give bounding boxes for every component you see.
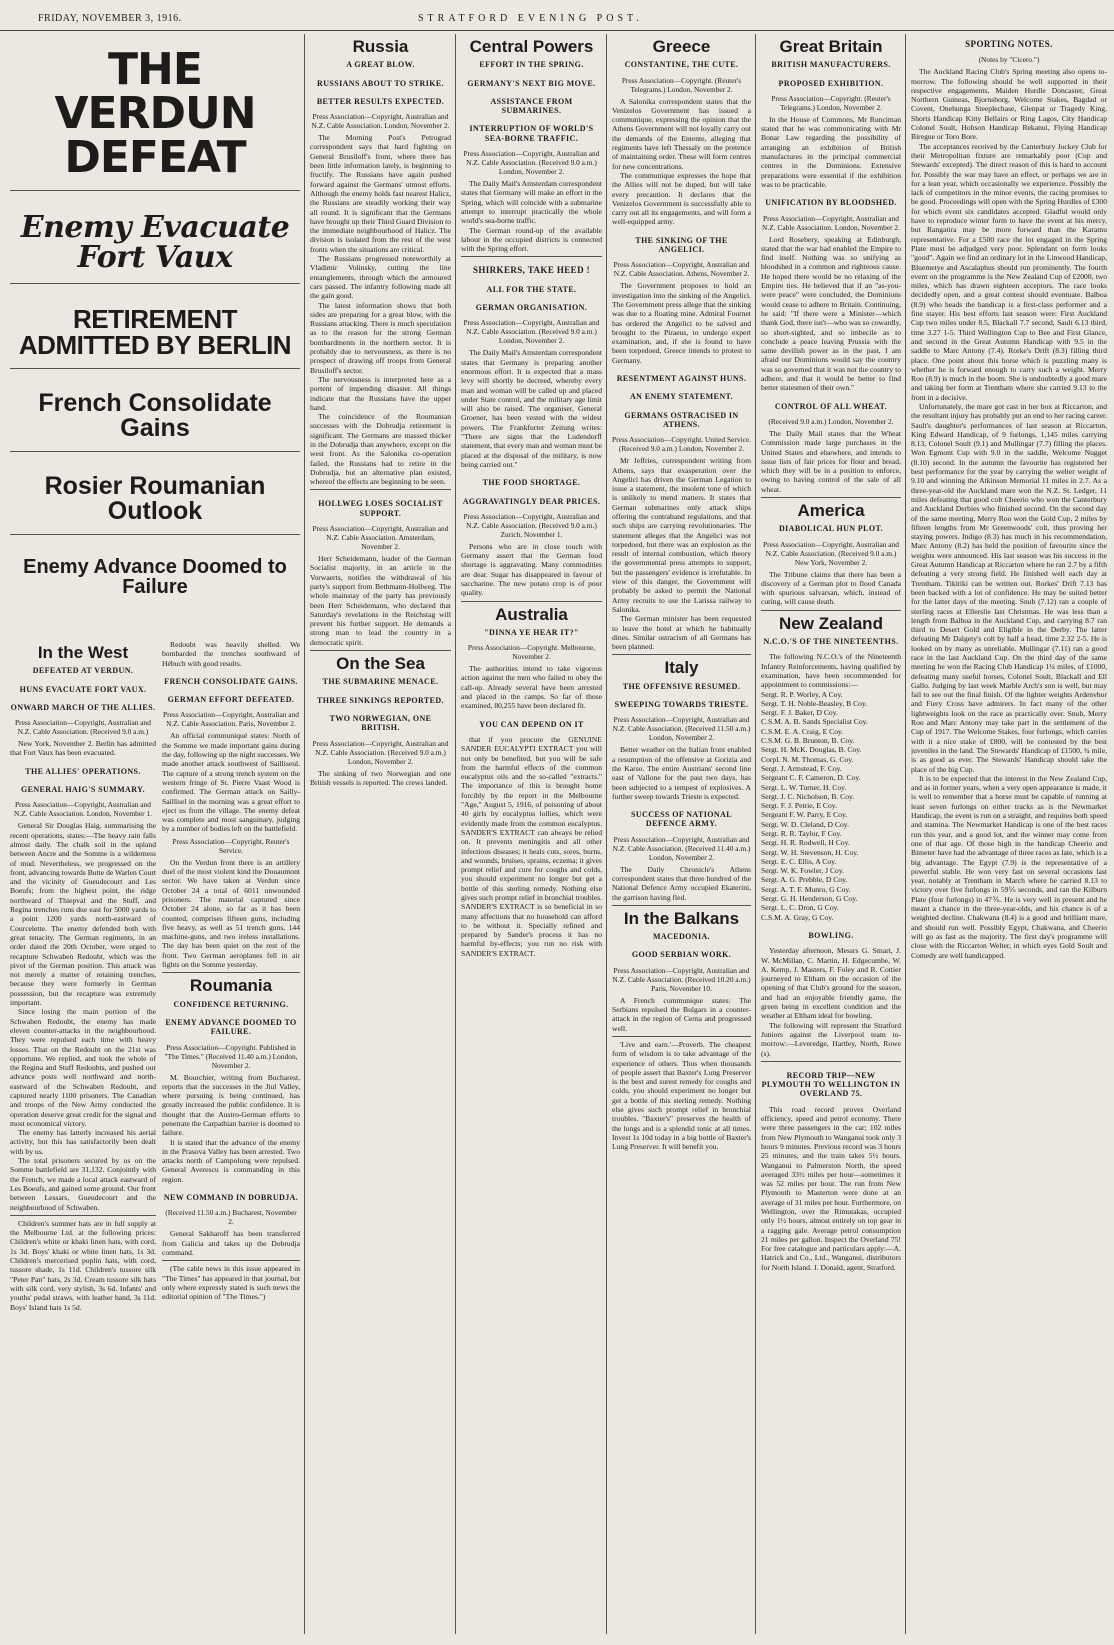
section-title: SPORTING NOTES. [965,39,1053,49]
subheading: ENEMY ADVANCE DOOMED TO FAILURE. [165,1017,297,1037]
advert: This road record proves Overland efficiency, speed and petrol economy. There were three passengers in the car; 102 miles from New Plymouth to Wanganui took only 3 hours 9 minutes. Previous record was 3 hours 25 minutes, and the train takes 5½ hours. Wanganui to Palmerston North, the speed averaged 33½ miles per hour—sometimes it was 52 miles per hour. The run from New Plymouth to Masterton were done at an average of 31 miles per hour. Furthermore, on Wellington, over the Rimutakas, occupied only 1½ hours, almost entirely on top gear in a ragging gale. Average petrol consumption 21 miles per gallon. Inspect the Overland 75! For free catalogue and particulars apply:—A. Hatrick and Co., Ltd., Wanganui, distributors for North Island. J. Donald, agent, Stratford. [761,1104,901,1272]
paragraph: The authorities intend to take vigorous action against the men who failed to obey the call-up. Already several have been arrested and placed in the camps. So far of those examined, 80,255 have been declared fit. [461,664,602,711]
credit: Press Association—Copyright. (Reuter's Telegrams.) London, November 2. [771,93,891,112]
nco-entry: Sergeant C. F. Cameron, D. Coy. [761,773,861,783]
nco-entry: Sergt. R. P. Worley, A Coy. [761,689,843,699]
credit: Press Association—Copyright, Australian and N.Z. Cable Association. (Received 9.0 a.m.) Zurich, November 1. [463,511,600,539]
column-west [10,640,156,1640]
paragraph: On the Verdun front there is an artillery duel of the most violent kind the Douaumont sector. We have taken at Verdun since October 24 a total of 6011 unwounded prisoners. The material captured since October 24 alone, so far as it has been counted, comprises fifteen guns, including five heavy, as well as 51 trench guns, 144 machine-guns, and two ireless installations. The day has been quiet on the rest of the front. Two German aeroplanes fell in air fights on the Somme yesterday. [162,857,300,970]
section-title: Roumania [189,976,273,996]
subheading: TWO NORWEGIAN, ONE BRITISH. [329,713,432,733]
paragraph: The following N.C.O.'s of the Nineteenth Infantry Reinforcements, having qualified by examination, have been recommended for appointment to commissions:— [761,652,901,690]
byline: (Notes by "Cicero.") [978,55,1040,65]
subheading: SHIRKERS, TAKE HEED ! [472,265,591,276]
paragraph: Mr Jeffries, correspondent writing from Athens, says that exasperation over the Angelici has driven the German Legation to issue a statement, the insolent tone of which is unlikely to mend matters. It states that German submarines only attack ships offering the contraband regulations, and that such ships are carrying revolutionaries. The statement alleges that the Angelici was not torpedoed, but there was an explosion as the result of internal combustion, which theory the governmental press attempts to support, but the passengers' evidence is irrefutable. In view of this danger, the Government will probably be asked to permit the National Army recruits to use the Larissa railway to Salonika. [612,456,751,614]
column-greece [612,34,751,1634]
nco-entry: Sergt. E. C. Ellis, A Coy. [761,856,837,866]
masthead [0,0,1114,31]
credit: Press Association—Copyright, Australian and N.Z. Cable Association. London, November 2. [762,213,900,232]
paragraph: Persons who are in close touch with Germany assert that the German food shortage is aggravating. Many commodities are dear. Sugar has disappeared in favour of saccharine. The new potato crop is of poor quality. [461,541,602,598]
subheading: CONTROL OF ALL WHEAT. [774,401,888,411]
nco-entry: C.S.M. E. A. Craig, E Coy. [761,726,844,736]
subheading: GERMANS OSTRACISED IN ATHENS. [624,410,739,429]
credit: Press Association—Copyright, Australian and N.Z. Cable Association. (Received 10.20 a.m.) Paris, November 10. [612,965,751,993]
subheading: N.C.O.'S OF THE NINETEENTHS. [763,637,899,647]
subheading: THE SUBMARINE MENACE. [322,677,439,687]
subheading: ASSISTANCE FROM SUBMARINES. [490,96,573,116]
credit: Press Association—Copyright, Australian and N.Z. Cable Association. (Received 11.50 a.m.) London, November 2. [612,715,751,743]
paragraph: Since losing the main portion of the Schwaben Redoubt, the enemy has made eleven counter-attacks in the neighbourhood. They were repulsed each time with heavy losses. That on the Redoubt on the 21st was opportune. We replied, and took the whole of the Regina and Stuff Redoubts, and pushed our advance posts well northward and north-eastward of the Schwaben Redoubt, and captured nearly 1100 prisoners. The Canadian and troops of the New Army conducted the operation deserve great credit for the signal and most economical victory. [10,1007,156,1128]
paragraph: The sinking of two Norwegian and one British vessels is reported. The crews landed. [310,768,451,787]
subheading: UNIFICATION BY BLOODSHED. [765,198,897,208]
paragraph: The Government proposes to hold an investigation into the sinking of the Angelici. The Government press allege that the sinking was due to a floating mine. Admiral Fournet has ordered the Angelici to be salved and brought to the Piraeus, to undergo expert examination, and, if she is found to have been torpedoed, Greece intends to protest to Germany. [612,281,751,365]
section-title: Italy [664,658,699,678]
column-rule [455,34,456,1634]
headline: French Consolidate Gains [38,389,272,442]
nco-entry: Sergt. L. W. Turner, H. Coy. [761,782,847,792]
subheading: "DINNA YE HEAR IT?" [484,627,579,637]
subheading: BRITISH MANUFACTURERS. [771,60,891,70]
subheading: GOOD SERBIAN WORK. [631,950,732,960]
nco-entry: Sergt. A. T. F. Munro, G Coy. [761,884,851,894]
credit: Press Association—Copyright, Australian and N.Z. Cable Association. (Received 9.0 a.m.) London, November 2. [463,318,600,346]
subheading: BETTER RESULTS EXPECTED. [316,96,445,106]
credit: Press Association—Copyright, Australian and N.Z. Cable Association. London, November 1. [14,800,152,819]
credit: Press Association—Copyright, Australian and N.Z. Cable Association. (Received 9.0 a.m.) [15,718,151,737]
subheading: MACEDONIA. [652,932,711,942]
paragraph: Unfortunately, the mare got cast in her box at Riccarton, and the resultant injury has probably put an end to her racing career. Sault's daughter's performances of last season at Riccarton, King Edward Handicap, of 9 furlongs, 1,145 miles carrying 8.13, Colonel Soult (9.1) and Mullingar (7.7) filling the places. Won Egmont Cup with 9.0 in the saddle, Welcome Nugget (8.10) second. In the autumn the favourite has registered her best performance for the year by carrying the welter weight of 9.10 and winning the Atkinson Memorial 11 miles in 2.7. As a three-year-old the Auckland mare won the N.Z. St. Ledger, 11 miles defeating that good colt Cheerio who won the Canterbury and Auckland Derbies who finished second. On the second day of the same meeting, Merry Roo won the Gold Cup, 2 miles by fifteen lengths from Mr Greenwoods' colt, thus proving her staying powers. Indigo (8.3) has much in his recommendation, Marc Antony (8.2) has held the position of favourite since the weights were announced. His last season was his success in the Great Autumn Handicap at Riccarton where he ran 2.7 by a fifth defeating a very strong field. He finished well each day at Trentham. Tikitiki can be written out. Rorkes' Drift 7.13 has been backed with a lot of confidence. He may be suited better for the latter days of the meeting. Snub (7.12) ran a couple of sterling races at Ellerslie last Christmas. He was less than a length from Balboa in the Auckland Cup, and carrying 8.7 ran third to Desert Gold and Eligible in the Derby. The latter defeating Mr Dalgety's colt by half a head, time 2.32 2-5. He is looked on by many as unreliable. Mullingar (7.11) ran a good race in the last Auckland Cup. On the third day of the same meeting he won the Racing Club Handicap 1¼ miles, of £1000, defeating many useful horses, Colonel Soult, Blackall and Ell Gallo. Judging by last week Marble Arch's son is well, but may fail to see out the final finish. Of the lighter weights Ardenvhor and Fiery Cross have admirers. In fact many of the other lightweights look on the race as practically over. Snub, Merry Roo and Marc Antony may take part in the settlement of the Cup of 1917. The Welcome Stakes, four furlongs, which carries with it a nice stake of £800, will be contested by the best juveniles in the land. The Stewards' Handicap of £1500, ¾ mile, is as good as ever. The Stewards' Handicap should take the place of the big Cup. [911,401,1107,774]
subheading: GERMAN ORGANISATION. [475,303,588,313]
paragraph: The Daily Mail's Amsterdam correspondent states that Germany is preparing another enormous effort. It is expected that a mass levy will shortly be decreed, whereby every man and woman will be called up and placed under State control, and the military age limit will also be raised. The organiser, General Groener, has been vested with the widest powers. The Frankfurter Zeitung writes: "There are signs that the Ludendorff statement, that every man and woman must be placed at the disposal of the military, is now being carried out." [461,348,602,469]
issue-date: FRIDAY, NOVEMBER 3, 1916. [38,13,182,24]
subheading: AGGRAVATINGLY DEAR PRICES. [462,496,601,506]
nco-entry: Sergt. G. H. Henderson, G Coy. [761,894,858,904]
paragraph: The total prisoners secured by us on the Somme battlefield are 31,132. Conjointly with the French, we made a local attack eastward of Les Boeufs, and gained some ground. Our front between Lessars, Gueudecourt and the neighbourhood of Schwaben. [10,1156,156,1212]
subheading: ONWARD MARCH OF THE ALLIES. [10,702,156,712]
subheading: AN ENEMY STATEMENT. [629,392,734,402]
paragraph: It is to be expected that the interest in the New Zealand Cup, and as in former years, when a very open appearance is made, it is well to remember that a horse must be capable of running at least seven furlongs on either tracks as is the Newmarket Handicap, the event is run on a straight, and requires both speed and stamina. The Newmarket Handicap is one of the best races run this year, and a good lot, and the winner may come from one of that age. Of those high in the handicap Cheerio and Bimeter have had the advantage of three races as late, which is a big advantage. The Egypt (7.9) is the representative of a powerful stable. He won very fast on several occasions last year, notably at Trentham in March where he carried 8.13 to victory over five furlongs in 59⅕ seconds, and ran the Kilburn Plate (four furlongs) in 47⅗. He is very well in present and he meant a chance in the three-year-olds, and his chance is of a weighted decline. Chakwana (8.4) is a good and brilliant mare, and should run well. Possibly Egypt, Chakwana, and Cheerio will go as fast as the majority. The first day's programme will close with the Riccarton Welter, in which eyes Gold Soult and Comedy are well handicapped. [911,773,1107,960]
subheading: RUSSIANS ABOUT TO STRIKE. [317,78,444,88]
paragraph: General Sakharoff has been transferred from Galicia and takes up the Dobrudja command. [162,1229,300,1257]
credit: Press Association—Copyright. Melbourne, November 2. [467,643,596,662]
paragraph: The German round-up of the available labour in the occupied districts is connected with the Spring effort. [461,225,602,254]
subheading: DEFEATED AT VERDUN. [32,666,134,676]
paragraph: Herr Scheidemann, leader of the German Socialist majority, in an article in the Vorwaerts, notifies the withdrawal of his party's support from Bethmann-Hollweg. The whole mainstay of the party has previously been Herr Scheidemann, who declared that Saturday's revelations in the Reichstag will prevent his further support. He demands a strong man to lead the country in a democratic spirit. [310,554,451,647]
paragraph: A Salonika correspondent states that the Venizelos Government has issued a communique, expressing the opinion that the Athens Government will not loyally carry out the demands of the Entente, alleging that regiments have left Thessaly on the pretence of maintaining order. These will form centres for new concentrations. [612,96,751,171]
paragraph: Yesterday afternoon, Messrs G. Smart, J. W. McMillan, C. Martin, H. Edgecumbe, W. A. Kemp, J. Masters, F. Foley and R. Cottier journeyed to Eltham on the occasion of the opening of that Club's ground for the season, and had an enjoyable friendly game, the green being in excellent condition and the weather at Eltham ideal for bowling. [761,946,901,1021]
subheading: SUCCESS OF NATIONAL DEFENCE ARMY. [631,810,732,829]
paragraph: Redoubt was heavily shelled. We bombarded the trenches southward of Hébuch with good results. [162,640,300,668]
paragraph: An official communiqué states: North of the Somme we made important gains during the day, following up the night successes. We made another attack southwest of Sailliseul. The capture of a strong trench system on the western fringe of St. Pierre Vaast Wood is confirmed. The German attack on Sailly-Saillisel in the morning was a great effort to eject us from the village. The enemy defeat was complete and most sanguinary, judging by a number of bodies left on the battlefield. [162,731,300,834]
nco-entry: Sergeant F. W. Parry, E Coy. [761,810,848,820]
headline-block [10,34,300,596]
paragraph: A French communique states: The Serbians repulsed the Bulgars in a counter-attack in the region of Cerna and progressed well. [612,995,751,1033]
subheading: CONSTANTINE, THE CUTE. [624,60,739,70]
section-title: New Zealand [779,613,883,633]
paragraph: The nervousness is interpreted here as a portent of impending disaster. All things indicate that the Russians have the upper hand. [310,374,451,412]
paragraph: The Daily Chronicle's Athens correspondent states that three hundred of the National Defence Army occupied Ekaterini, the garrison having fled. [612,864,751,902]
subheading: NEW COMMAND IN DOBRUDJA. [163,1193,299,1203]
paragraph: It is stated that the advance of the enemy in the Prasova Valley has been arrested. Two attacks north of Campolung were repulsed. General Averescu is commanding in this region. [162,1137,300,1184]
column-rule [755,34,756,1634]
paragraph: New York, November 2. Berlin has admitted that Fort Vaux has been evacuated. [10,739,156,758]
nco-list [761,690,901,922]
column-russia [310,34,451,1634]
nco-entry: Sergt. H. R. Rodwell, H Coy. [761,838,850,848]
paragraph: The communique expresses the hope that the Allies will not be duped, but will take every precaution. It declares that the Venizelos Government is successfully able to carry out all its engagements, and will form a well-equipped army. [612,170,751,227]
subheading: CONFIDENCE RETURNING. [173,999,289,1009]
paragraph: Better weather on the Italian front enabled a resumption of the offensive at Gorizia and the Karso. The entire Austrians' second line east of Vallone for the past two days, has been subjected to a tempest of explosives. A further sweep towards Trieste is expected. [612,745,751,801]
credit: Press Association—Copyright, Australian and N.Z. Cable Association. London, November 2. [311,112,450,131]
credit: Press Association—Copyright, Australian and N.Z. Cable Association. Athens, November 2. [613,260,750,279]
column-rule [905,34,906,1634]
nco-entry: C.S.M. A. B. Sands Specialist Coy. [761,717,868,727]
credit: Press Association—Copyright. United Service. (Received 9.0 a.m.) London, November 2. [612,435,751,454]
credit: Press Association—Copyright, Australian and N.Z. Cable Association. (Received 9.0 a.m.) London, November 2. [463,149,600,177]
subheading: THE SINKING OF THE ANGELICI. [635,235,728,255]
column-sporting [911,34,1107,1634]
paragraph: M. Bourchier, writing from Bucharest, reports that the successes in the Jiul Valley, where pursuing is being continued, has greatly increased the public confidence. It is thought that the Austro-German efforts to penetrate the Carpathian barrier is doomed to failure. [162,1072,300,1138]
nco-entry: Sergt. T. H. Noble-Beasley, B Coy. [761,698,868,708]
advert: Children's summer hats are in full supply at the Melbourne Ltd. at the following prices: Children's white or khaki linen hats, with cord, 1s 3d. Boys' khaki or white linen hats, 1s 3d. Children's mercerised poplin hats, with cord, tussore shade, 1s 11d. Children's tussore silk "Peter Pan" hats, 2s 3d. Cream tussore silk hats with silk cord, very stylish, 3s 6d. Infants' and youths' pedal straws, with leather band, 3s 11d. Boys' Island hats 1s 5d. [10,1218,156,1312]
subheading: DIABOLICAL HUN PLOT. [778,524,884,534]
section-title: In the West [37,643,129,662]
paragraph: In the House of Commons, Mr Runciman stated that he was communicating with Mr Bonar Law regarding the possibility of arranging an exhibition of British manufactures in the principal commercial centres in the Dominions. Extensive preparations were essential if the exhibition was to be practicable. [761,114,901,189]
section-title: America [797,500,865,520]
paragraph: General Sir Douglas Haig, summarising the recent operations, states:—The heavy rain falls almost daily. The chalk soil in the upland between Ancre and the Somme is a wilderness of mud. Nevertheless, we progressed on the front, advancing towards Butte de Warlen Court and the vicinity of Gueudecourt and Les Boeufs; from the highest point, the ridge northward of Thiepval and the Stuff, and Regina trenches runs due east for 5000 yards to a point 1200 yards north-eastward of Courcelette. The enemy defended both with great tenacity. The German regiments, in an order dated the 20th October, were urged to recapture Schwaben Redoubt, which was the pivot of the German position. This attack was not merely a matter of retaining trenches, because they were formerly in German possession, but the recapture was extremely important. [10,821,156,1008]
nco-entry: C.S.M. G. B. Brunton, B. Coy. [761,736,855,746]
subheading: GERMANY'S NEXT BIG MOVE. [467,78,596,88]
headline: Enemy Advance Doomed to Failure [23,556,287,596]
nco-entry: Sergt. H. McK. Douglas, B. Coy. [761,745,862,755]
subheading: PROPOSED EXHIBITION. [778,78,884,88]
nco-entry: Sergt. W. K. Fowler, J Coy. [761,866,845,876]
subheading: RECORD TRIP—NEW PLYMOUTH TO WELLINGTON IN OVERLAND 75. [761,1070,901,1099]
section-title: Central Powers [469,37,594,56]
section-title: In the Balkans [623,908,740,928]
main-headline: THE VERDUN DEFEAT [54,44,256,183]
nco-entry: Sergt. F. J. Petrie, E Coy. [761,801,837,811]
nco-entry: Sergt. W. D. Cleland, D Coy. [761,819,849,829]
advert: 'Live and earn.'—Proverb. The cheapest form of wisdom is to take advantage of the experience of others. Thus when thousands of people assert that Baxter's Lung Preserver is the best and surest remedy for coughs and colds, you should experiment no longer but get a bottle of this sterling remedy. Nothing else gives such prompt relief in bronchial troubles. "Baxter's" preserves the health of the lungs and is a splendid tonic at all times. Invest 1s 10d today in a big bottle of Baxter's Lung Preserver. It will benefit you. [612,1039,751,1152]
credit: Press Association—Copyright. (Reuter's Telegrams.) London, November 2. [621,75,742,94]
subheading: HOLLWEG LOSES SOCIALIST SUPPORT. [318,499,443,518]
headline: Rosier Roumanian Outlook [44,472,266,525]
headline: RETIREMENT ADMITTED BY BERLIN [18,304,292,360]
advert: that if you procure the GENUINE SANDER EUCALYPTI EXTRACT you will not only be benefited, but you will be safe from the harmful effects of the common eucalyptus oils and the so-called "extracts." The importance of this is brought home forcibly by the report in the Melbourne "Age," August 5, 1916, of poisoning of about 40 girls by eucalyptus lollies, which were evidently made from the common eucalyptus. SANDER'S EXTRACT can always be relied on. It prevents meningitis and all other infectious diseases; it heals cuts, sores, burns, and wounds, bruises, sprains, eczema; it gives prompt relief and cure for coughs and colds, you should experiment no longer but get a bottle of this sterling remedy. Nothing else gives such prompt relief in bronchial troubles. SANDER'S EXTRACT is so beneficial in so many affections that no household can afford to be without it. Specially refined and prepared by Sander's process it has no harmful by-effects; you run no risk with SANDER'S EXTRACT. [461,734,602,958]
column-central-powers [461,34,602,1634]
paragraph: The Daily Mail states that the Wheat Commission made large purchases in the United States and elsewhere, and intends to issue lists of fair prices for flour and bread, which they will be in a position to enforce, owing to having control of the sale of all wheat. [761,428,901,494]
nco-entry: Sergt. J. Armstead, F. Coy. [761,763,842,773]
paragraph: The Daily Mail's Amsterdam correspondent states that Germany will make an effort in the Spring, which will coincide with a submarine attempt to interrupt practically the whole world's sea-borne traffic. [461,179,602,226]
nco-entry: Corpl. N. M. Thomas, G. Coy. [761,754,854,764]
nco-entry: Sergt. R. R. Taylor, F Coy. [761,829,842,838]
credit: Press Association—Copyright, Australian and N.Z. Cable Association. Amsterdam, November 2. [312,524,449,552]
subheading: BOWLING. [808,930,854,940]
credit: Press Association—Copyright. Published in "The Times." (Received 11.40 a.m.) London, November 2. [164,1042,298,1070]
subheading: HUNS EVACUATE FORT VAUX. [19,684,147,694]
subheading: THREE SINKINGS REPORTED. [317,695,444,705]
subheading: THE OFFENSIVE RESUMED. [622,681,741,691]
section-title: Russia [352,37,409,56]
paragraph: The German minister has been requested to leave the hotel at which he habitually dines. Similar ostracism of all Germans has been planned. [612,614,751,652]
subheading: THE ALLIES' OPERATIONS. [25,766,141,776]
nco-entry: Sergt. A. G. Prebble, D Coy. [761,875,848,885]
subheading: GERMAN EFFORT DEFEATED. [167,695,295,705]
credit: (Received 9.0 a.m.) London, November 2. [768,416,894,426]
section-title: On the Sea [336,654,425,674]
subheading: ALL FOR THE STATE. [486,284,577,294]
paragraph: The Russians progressed noteworthily at Vladimir Volinsky, cutting the line entanglements, through which the armoured cars passed. The infantry following made all the gain good. [310,254,451,301]
subheading: YOU CAN DEPEND ON IT [479,719,584,729]
headline: Enemy Evacuate Fort Vaux [20,210,290,275]
column-west-cont [162,640,300,1640]
subheading: INTERRUPTION OF WORLD'S SEA-BORNE TRAFFIC. [469,124,594,143]
paragraph: The Auckland Racing Club's Spring meeting also opens to-morrow. The following should be well supported in their respective engagements, Maiden Hurdle Doncaster, Great Northern Guineas, Bjornsborg, Welcome Stakes, Bagdad or Covent, Onehunga Steeplechase, Glenpat or Tragedy King, Shorts Handicap Kitty Bellairs or Ring Lagos, City Handicap Colonel Soult, Hobson Handicap Rekanui, Flying Handicap Biregue or Toro Bore. [911,67,1107,142]
nco-entry: Sergt. L. C. Dron, G Coy. [761,903,839,913]
paragraph: The Morning Post's Petrograd correspondent says that hard fighting on General Brusiloff's front, where there has been little information lately, is beginning to fructify. The Russians have again pushed forward against the Germans' utmost efforts. Although the enemy holds fast nearest Halicz, the Russians are steadily working their way all round. It is significant that the Germans have brought up their Third Guard Division to the immediate neighbourhood of Halicz. The division is isolated from the rest of the west fronts when the situations are critical. [310,133,451,254]
subheading: RESENTMENT AGAINST HUNS. [616,374,747,384]
subheading: THE FOOD SHORTAGE. [482,478,581,488]
nco-entry: Sergt. F. J. Baker, D Coy. [761,708,838,718]
section-title: Greece [652,37,711,56]
section-title: Great Britain [779,37,883,56]
credit: Press Association—Copyright, Australian and N.Z. Cable Association. (Received 9.0 a.m.) London, November 2. [312,738,449,766]
nco-entry: Sergt. J. C. Nicholson, B. Coy. [761,791,855,801]
credit: (Received 11.50 a.m.) Bucharest, November 2. [165,1208,297,1227]
paragraph: The Tribune claims that there has been a discovery of a German plot to flood Canada with spurious salvarsan, which, instead of curing, will cause death. [761,569,901,607]
subheading: FRENCH CONSOLIDATE GAINS. [164,676,298,686]
subheading: SWEEPING TOWARDS TRIESTE. [614,700,749,710]
paragraph: Lord Rosebery, speaking at Edinburgh, stated that the war had enabled the Empire to find itself. Nothing was so unifying as bloodshed in a common and righteous cause. He hoped there would be no relaxing of the Empire ties. He believed that if an "as-you-were peace" were concluded, the Dominions would cease to adhere to Britain. Continuing, he said: "If there were a Minister—which thank God, there isn't—who was so cowardly, so short-sighted, and so imbecile as to conclude a peace leaving Prussia with the same devilish power as in the past, I am afraid our Dominions would say the country was so governed that it was not the country to adhere, and that it would be better to find better statesmen of their own." [761,234,901,393]
credit: Press Association—Copyright, Australian and N.Z. Cable Association. (Received 11.40 a.m.) London, November 2. [612,834,751,862]
paragraph: The acceptances received by the Canterbury Jockey Club for their Metropolitan fixture are remarkably poor (Cup and Stewards' excepted). The direct reason of this is hard to account for. Possibly the war may have an effect, or perhaps we are in for a lean year, which occasionally we experience. Possibly the lack of competitors in the minor events, the racing promises to be good. Proceedings will open with the Spring Hurdles of £300 for which event six candidates accepted. Gladful would only have to reproduce winter form to have the event at his mercy, but Rangatira may be more forward than the Karamu representative. For a £500 race the lot engaged in the Spring Plate must be adjudged very poor. Splendant on form looks "good". Again we find an ordinary lot in the Linwood Handicap, Bluemetye and Ascalaphus should run prominently. The fourth event on the programme is the New Zealand Cup of £2000, two miles, which has drawn eighteen acceptors. The race looks decidedly open, and a great contest should eventuate. Balboa (8.9) who heads the handicap is a first-class performer and a fine stayer. His best efforts last season were: First Auckland Cup two miles under 8.5, Blackall 7.7 second, Sault 6.13 third, time 3.27 1-5. Third Wellington Cup to Bee and First Glance, and second in the Great Autumn Handicap with 9.5 in the saddle to Marc Antony (7.4). Rorke's Drift (8.3) filling third place. One point about this horse which is puzzling many is whether he is forward enough to carry such a weight. Merry Roo (8.9) is much in the boom. She is undoubtedly a good mare and taking her form at Trentham where she carried 9.13 to the front in a decisive. [911,141,1107,402]
credit: Press Association—Copyright, Australian and N.Z. Cable Association. Paris, November 2. [163,710,299,729]
credit: Press Association—Copyright, Australian and N.Z. Cable Association. (Received 9.0 a.m.) New York, November 2. [763,539,899,567]
subheading: A GREAT BLOW. [346,60,415,70]
nco-entry: C.S.M. A. Gray, G Coy. [761,912,834,922]
paragraph: (The cable news in this issue appeared in "The Times" has appeared in that journal, but only where expressly stated is such news the editorial opinion of "The Times.") [162,1264,300,1302]
nco-entry: Sergt. W. H. Stevenson, H. Coy. [761,847,859,857]
column-rule [606,34,607,1634]
paragraph: The following will represent the Stratford Juniors against the Liverpool team to-morrow:—Leveredge, Hartley, North, Rowe (s). [761,1020,901,1058]
paragraph: The latest information shows that both sides are preparing for a great blow, with the Russians attacking. There is much speculation as to the reason for the strong German bombardments in the northern sector. It is probably due to nervousness, as there is no prospect of drawing off troops from General Brusiloff's sector. [310,300,451,375]
column-rule [304,34,305,1634]
section-title: Australia [495,604,568,624]
subheading: EFFORT IN THE SPRING. [479,60,584,70]
column-great-britain [761,34,901,1634]
paper-name: STRATFORD EVENING POST. [418,13,643,24]
credit: Press Association—Copyright, Reuter's Service. [172,836,290,855]
paragraph: The enemy has latterly increased his aerial activity, but this has satisfactorily been dealt with by us. [10,1128,156,1156]
subheading: GENERAL HAIG'S SUMMARY. [21,785,145,795]
paragraph: The coincidence of the Roumanian successes with the Dobrudja retirement is significant. The Germans are massed thicker in the Dobrudja than anywhere, except on the west front. As the Salonika co-operation failed, the Russians had to retire in the Dobrudja, but an alternative plan existed, whereof the effects are beginning to be seen. [310,412,451,487]
